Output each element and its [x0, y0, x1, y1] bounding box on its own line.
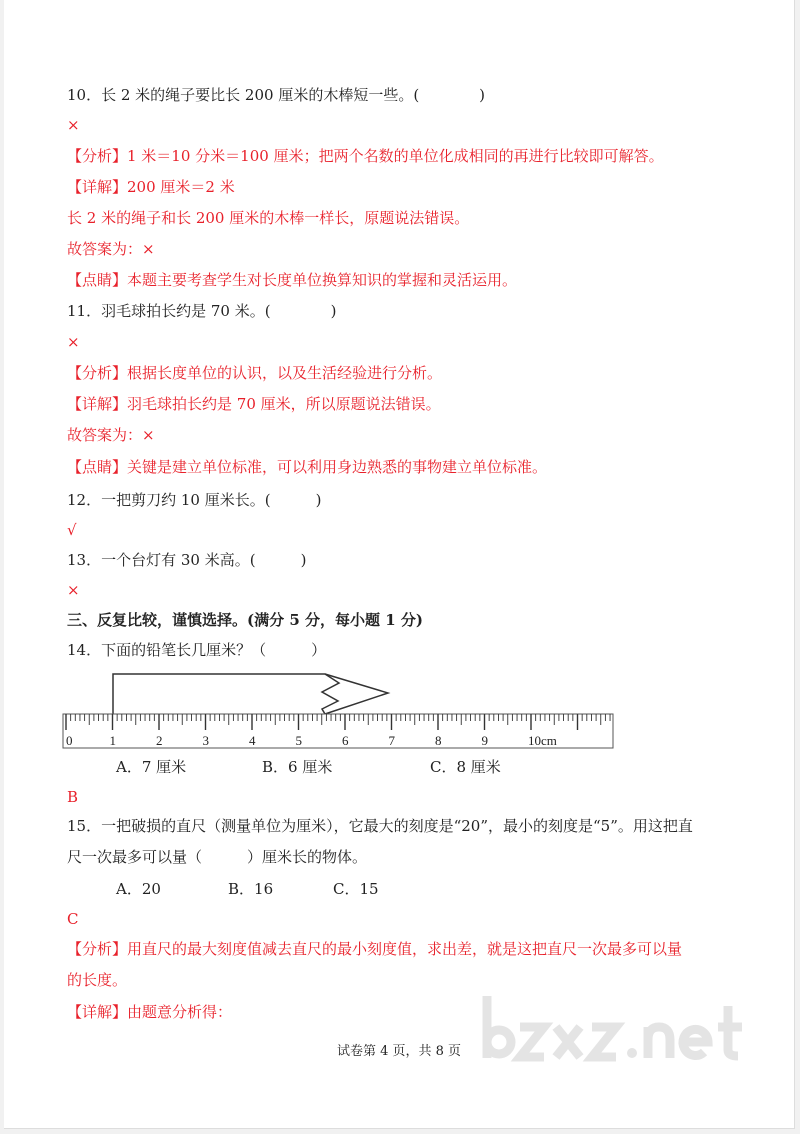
q14-option-b: B．6 厘米 [262, 758, 333, 776]
q15-answer: C [67, 910, 79, 928]
exam-page [4, 0, 795, 1129]
ruler-label: 2 [156, 733, 163, 748]
q10-analysis: 【分析】1 米＝10 分米＝100 厘米；把两个名数的单位化成相同的再进行比较即可解答。 [67, 147, 664, 165]
q14-option-a: A．7 厘米 [116, 758, 187, 776]
ruler-label: 9 [481, 733, 488, 748]
ruler-label: 1 [109, 733, 116, 748]
ruler-label: 7 [388, 733, 395, 748]
q15-analysis-2: 的长度。 [67, 971, 128, 989]
q11-analysis: 【分析】根据长度单位的认识，以及生活经验进行分析。 [67, 364, 443, 382]
q15-stem-2: 尺一次最多可以量（ ）厘米长的物体。 [67, 848, 368, 866]
ruler-label: 8 [435, 733, 442, 748]
q14-option-c: C．8 厘米 [430, 758, 501, 776]
ruler-label: 3 [202, 733, 209, 748]
q10-detail: 【详解】200 厘米＝2 米 [67, 178, 235, 196]
ruler-label: 10cm [528, 733, 557, 748]
q10-comment: 【点睛】本题主要考查学生对长度单位换算知识的掌握和灵活运用。 [67, 271, 518, 289]
q10-final: 故答案为：× [67, 240, 155, 258]
page-footer: 试卷第 4 页，共 8 页 [336, 1044, 462, 1059]
q15-option-a: A．20 [116, 880, 161, 898]
q14-answer: B [67, 788, 79, 806]
pencil [113, 674, 339, 714]
q12-answer: √ [67, 521, 77, 539]
q13-stem: 13．一个台灯有 30 米高。( ) [67, 551, 307, 569]
section-3-heading: 三、反复比较，谨慎选择。(满分 5 分，每小题 1 分) [67, 611, 423, 629]
ruler-label: 4 [249, 733, 256, 748]
ruler-label: 5 [295, 733, 302, 748]
q14-stem: 14．下面的铅笔长几厘米？（ ） [67, 641, 327, 659]
q15-analysis: 【分析】用直尺的最大刻度值减去直尺的最小刻度值，求出差，就是这把直尺一次最多可以量 [67, 940, 683, 958]
ruler-label: 0 [66, 733, 73, 748]
q11-detail: 【详解】羽毛球拍长约是 70 厘米，所以原题说法错误。 [67, 395, 441, 413]
q11-comment: 【点睛】关键是建立单位标准，可以利用身边熟悉的事物建立单位标准。 [67, 458, 548, 476]
q11-final: 故答案为：× [67, 426, 155, 444]
ruler-label: 6 [342, 733, 349, 748]
pencil-ruler-figure [4, 662, 794, 754]
q15-detail: 【详解】由题意分析得： [67, 1003, 233, 1021]
q15-option-b: B．16 [228, 880, 274, 898]
q13-answer: × [67, 581, 80, 599]
q10-answer: × [67, 116, 80, 134]
q12-stem: 12．一把剪刀约 10 厘米长。( ) [67, 491, 322, 509]
q15-option-c: C．15 [333, 880, 379, 898]
q15-stem: 15．一把破损的直尺（测量单位为厘米），它最大的刻度是“20”，最小的刻度是“5”。用这把直 [67, 817, 693, 835]
q10-stem: 10．长 2 米的绳子要比长 200 厘米的木棒短一些。( ) [67, 86, 486, 104]
q11-stem: 11．羽毛球拍长约是 70 米。( ) [67, 302, 337, 320]
q11-answer: × [67, 333, 80, 351]
q10-detail-2: 长 2 米的绳子和长 200 厘米的木棒一样长，原题说法错误。 [67, 209, 470, 227]
